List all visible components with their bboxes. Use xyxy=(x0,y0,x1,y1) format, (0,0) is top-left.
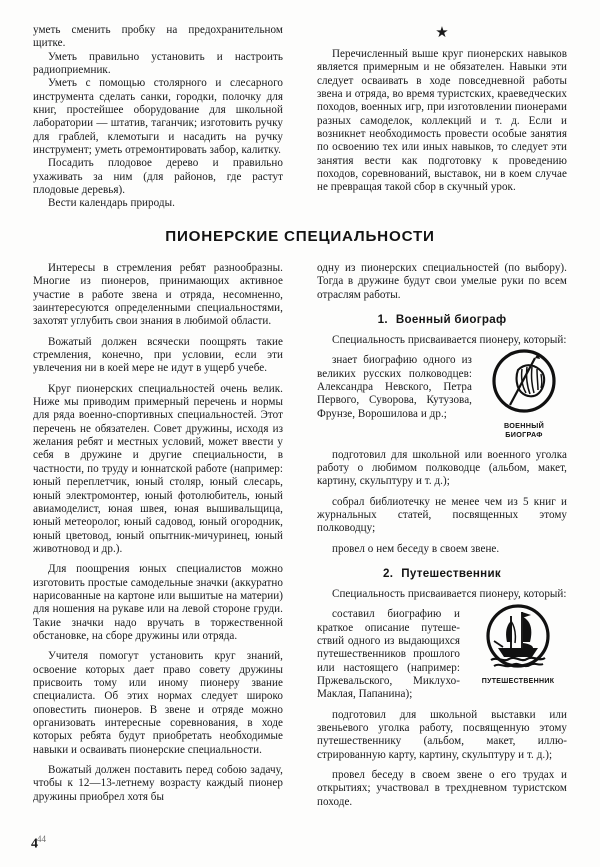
badge-military-biographer xyxy=(481,348,567,439)
paragraph: составил биографию и краткое описание путешествий одного из выдающихся путешественников прошлого или настоящего (например: Пржевальского, Миклухо-Маклая, Папанина); xyxy=(317,608,460,701)
top-right-column xyxy=(317,24,567,211)
specialty-heading-2 xyxy=(317,567,567,580)
paragraph: подготовил для школьной или военного уголка работу о любимом полководце (альбом, макет, картину, скульптуру и т. д.); xyxy=(317,448,567,488)
main-left-column xyxy=(33,262,283,809)
specialty-number: 1. xyxy=(377,313,388,327)
paragraph: Вести календарь природы. xyxy=(48,197,175,210)
paragraph: Посадить плодовое дерево и правильно ухаживать за ним (для районов, где растут плодовые деревья). xyxy=(33,157,283,197)
paragraph: Вожатый должен поставить перед собою задачу, чтобы к 12—13-летнему возрасту каждый пионер дружины приобрел хотя бы xyxy=(33,764,283,803)
paragraph: Уметь с помощью столярного и слесарного инструмента сделать санки, городки, полочку для книг, простейшее оборудование для школьной лаборатории — штатив, таганчик; изготовить ручку для граблей, клемотыги и насадить на ручку инструмент; уметь отремонтировать забор, калитку. xyxy=(33,77,283,157)
paragraph: одну из пионерских специальностей (по выбору). Тогда в дружине будут свои умелые руки по всем отраслям работы. xyxy=(317,262,567,301)
page-number xyxy=(31,834,46,853)
specialty-number: 2. xyxy=(383,566,394,580)
paragraph: Специальность присваивается пионеру, который: xyxy=(332,587,567,600)
main-two-column-zone xyxy=(33,262,567,809)
top-two-column-zone xyxy=(33,24,567,211)
specialty-title: Военный биограф xyxy=(395,313,507,327)
paragraph: Учителя помогут установить круг знаний, освоение которых дает право совету дружины присвоить тому или иному пионеру звание специалиста. Об этих нормах следует широко оповестить пионеров. В звене и отряде можно организовать интересные соревнования, в ходе которых ребята будут приобретать необходимые навыки и осваивать пионерские специальности. xyxy=(33,650,283,756)
page-number-artifact: 44 xyxy=(37,834,46,845)
paragraph: знает биографию одного из великих русских полководцев: Александра Невского, Петра Первого, Суворова, Кутузова, Фрунзе, Ворошилова и др.; xyxy=(317,354,472,420)
badge-caption-line-2: БИОГРАФ xyxy=(505,429,543,439)
section-title: ПИОНЕРСКИЕ СПЕЦИАЛЬНОСТИ xyxy=(165,228,435,245)
badge-caption-military-biographer xyxy=(481,422,567,439)
page-number-value: 4 xyxy=(31,837,38,852)
paragraph: Уметь правильно установить и настроить радиоприемник. xyxy=(33,50,283,77)
paragraph: Круг пионерских специальностей очень велик. Ниже мы приводим примерный перечень и нормы для ряда военно-спортивных специальностей. Этот перечень не обязателен. Совет дружины, исходя из желания ребят и местных условий, может ввести у себя в дружине и другие специальности, в частности, по труду и юннатской работе (например: юный переплетчик, юный столяр, юный слесарь, юный электромонтер, юный фотолюбитель, юный авиамоделист, юная швея, юная вышивальщица, юный метеоролог, юный садовод, юный огородник, юный цветовод, юный опытник-мичуринец, юный животновод и др.). xyxy=(33,382,283,555)
paragraph: собрал библиотечку не менее чем из 5 книг и журнальных статей, посвященных этому полководцу; xyxy=(317,495,567,535)
paragraph: провел беседу в своем звене о его трудах и открытиях; участвовал в трехдневном туристском походе. xyxy=(317,769,567,808)
specialty-heading-1 xyxy=(317,313,567,326)
badge-caption-line-1: ВОЕННЫЙ xyxy=(503,421,545,431)
badge-caption-traveller xyxy=(469,678,567,687)
paragraph: уметь сменить пробку на предохранительном щитке. xyxy=(33,24,283,50)
badge-traveller xyxy=(469,602,567,687)
paragraph: Вожатый должен всячески поощрять такие стремления, конечно, при условии, если эти увлечения ни в коей мере не идут в ущерб учебе. xyxy=(33,335,283,375)
paragraph: Для поощрения юных специалистов можно изготовить простые самодельные значки (аккуратно нарисованные на картоне или вышитые на материи) для ношения на рукаве или на левой стороне груди. Такие значки надо вручать в торжественной обстановке, на сборе дружины или отряда. xyxy=(33,563,283,642)
sailing-ship-icon xyxy=(481,602,555,676)
paragraph: подготовил для школьной выставки или звеньевого уголка работу, посвященную этому путешественнику (альбом, макет, иллюстрированную карту, картину, скульптуру и т. д.); xyxy=(317,708,567,761)
paragraph: Интересы в стремления ребят разнообразны. Многие из пионеров, принимающих активное участие в работе звена и отряда, несомненно, заинтересуются определенными специальностями, захотят углубить свои знания в любимой области. xyxy=(33,262,283,328)
main-right-column xyxy=(317,262,567,809)
star-icon: ★ xyxy=(435,25,449,41)
paragraph: Специальность присваивается пионеру, который: xyxy=(332,334,567,347)
paragraph: Перечисленный выше круг пионерских навыков является примерным и не обязателен. Навыки эти следует осваивать в ходе повседневной работы звена и отряда, во время туристских, краеведческих походов, военных игр, при изготовлении пионерами разных самоделок, коллекций и т. д. Если и возникнет необходимость провести особые занятия по освоению тех или иных навыков, то следует эти занятия вести как подготовку к проведению походов, соревнований, выставок, ни в коем случае не превращая такой сбор в скучный урок. xyxy=(317,48,567,194)
badge-caption-line-1: ПУТЕШЕСТВЕННИК xyxy=(481,678,555,686)
top-left-column xyxy=(33,24,283,211)
specialty-title: Путешественник xyxy=(401,566,501,580)
star-ornament xyxy=(317,24,567,44)
battle-banner-icon xyxy=(488,348,560,420)
paragraph: провел о нем беседу в своем звене. xyxy=(332,542,500,555)
